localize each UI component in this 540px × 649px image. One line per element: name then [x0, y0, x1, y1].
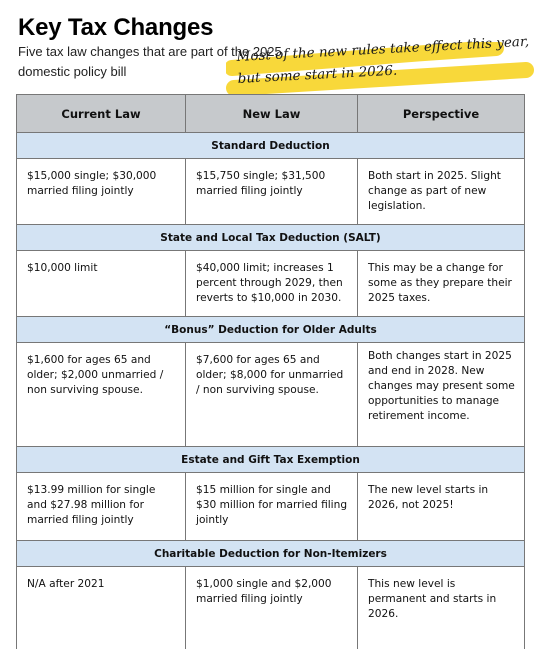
table-row — [17, 251, 525, 317]
section-header-row — [17, 317, 525, 343]
new-law-cell: $7,600 for ages 65 and older; $8,000 for unmarried / non surviving spouse. — [186, 343, 358, 447]
section-header-row — [17, 541, 525, 567]
note-text: Most of the new rules take effect this year, but some start in 2026. — [236, 33, 530, 87]
table-row — [17, 159, 525, 225]
column-header: New Law — [186, 95, 358, 133]
new-law-cell: $15 million for single and $30 million for married filing jointly — [186, 473, 358, 541]
new-law-cell: $15,750 single; $31,500 married filing jointly — [186, 159, 358, 225]
highlighted-note — [226, 33, 538, 98]
section-header-row — [17, 447, 525, 473]
perspective-cell: Both start in 2025. Slight change as part of new legislation. — [358, 159, 525, 225]
table-row — [17, 567, 525, 649]
current-law-cell: $1,600 for ages 65 and older; $2,000 unmarried / non surviving spouse. — [17, 343, 186, 447]
section-title: “Bonus” Deduction for Older Adults — [17, 317, 525, 343]
current-law-cell: $15,000 single; $30,000 married filing jointly — [17, 159, 186, 225]
section-title: Estate and Gift Tax Exemption — [17, 447, 525, 473]
perspective-cell: This may be a change for some as they prepare their 2025 taxes. — [358, 251, 525, 317]
section-header-row — [17, 225, 525, 251]
column-header: Current Law — [17, 95, 186, 133]
current-law-cell: $13.99 million for single and $27.98 million for married filing jointly — [17, 473, 186, 541]
current-law-cell: $10,000 limit — [17, 251, 186, 317]
perspective-cell: This new level is permanent and starts in 2026. — [358, 567, 525, 649]
tax-changes-table — [16, 94, 525, 649]
section-title: Standard Deduction — [17, 133, 525, 159]
page-subtitle: Five tax law changes that are part of the 2025 domestic policy bill — [18, 44, 282, 79]
current-law-cell: N/A after 2021 — [17, 567, 186, 649]
new-law-cell: $1,000 single and $2,000 married filing jointly — [186, 567, 358, 649]
table-row — [17, 473, 525, 541]
table-header-row — [17, 95, 525, 133]
table-row — [17, 343, 525, 447]
perspective-cell: The new level starts in 2026, not 2025! — [358, 473, 525, 541]
page-title: Key Tax Changes — [18, 14, 214, 41]
section-title: State and Local Tax Deduction (SALT) — [17, 225, 525, 251]
section-title: Charitable Deduction for Non-Itemizers — [17, 541, 525, 567]
section-header-row — [17, 133, 525, 159]
column-header: Perspective — [358, 95, 525, 133]
new-law-cell: $40,000 limit; increases 1 percent through 2029, then reverts to $10,000 in 2030. — [186, 251, 358, 317]
perspective-cell: Both changes start in 2025 and end in 2028. New changes may present some opportunities to manage retirement income. — [358, 343, 525, 447]
